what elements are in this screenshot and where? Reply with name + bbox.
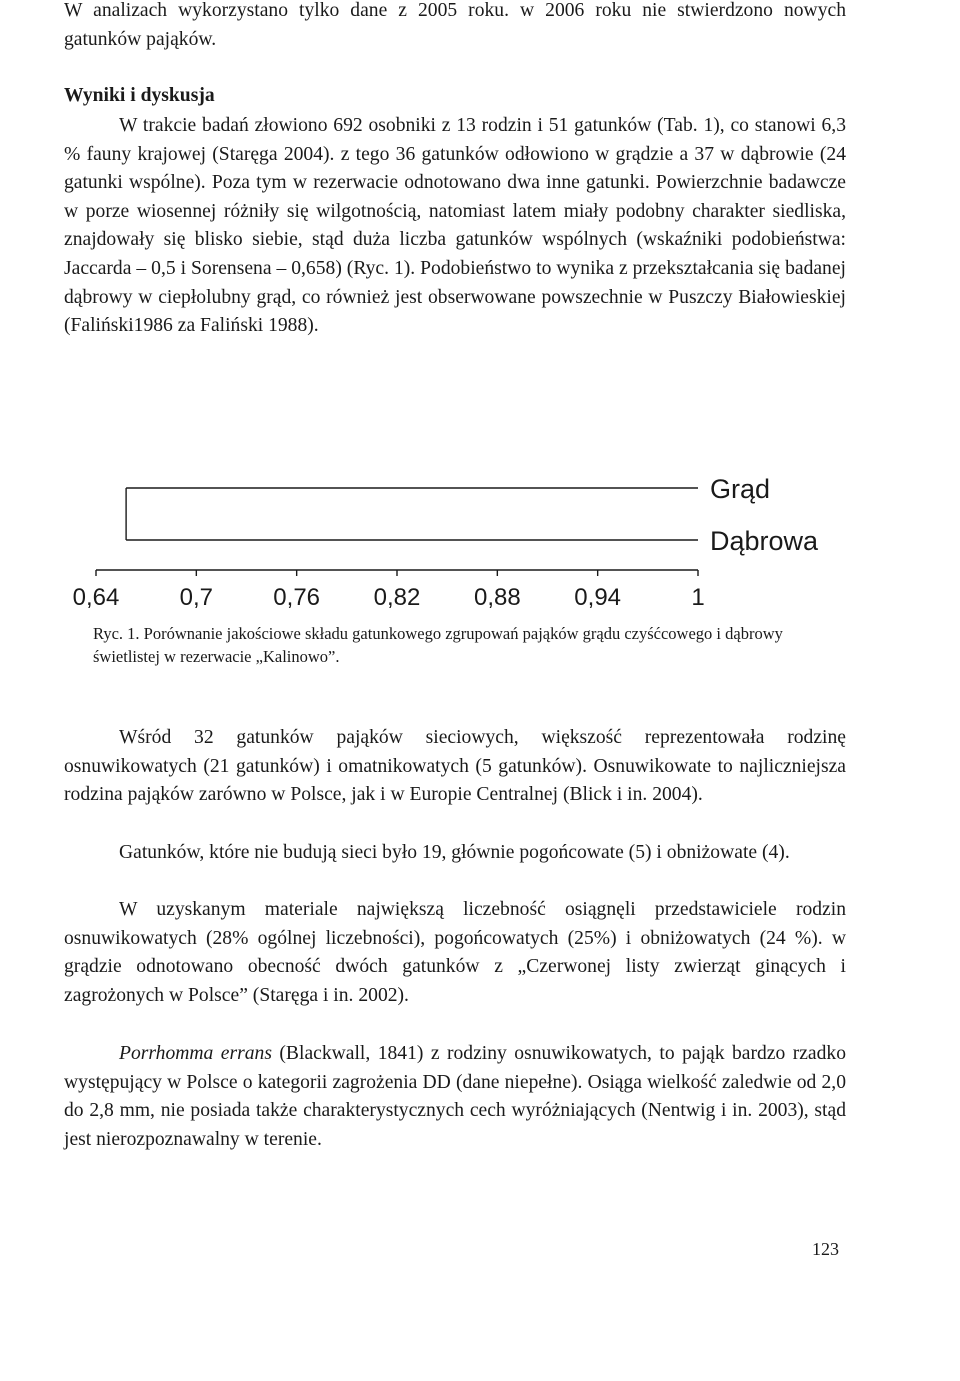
paragraph-intro: W analizach wykorzystano tylko dane z 2005 roku. w 2006 roku nie stwierdzono nowych gatunków pająków. (64, 0, 846, 50)
axis-tick-label-0: 0,64 (72, 584, 120, 611)
axis-tick-label-5: 0,94 (574, 584, 622, 611)
leaf-label-1: Dąbrowa (710, 526, 819, 556)
axis-tick-label-6: 1 (691, 584, 705, 611)
paragraph-abundance: W uzyskanym materiale największą liczebność osiągnęli przedstawiciele rodzin osnuwikowatych (28% ogólnej liczebności), pogońcowatych (25%) i obniżowatych (24 %). w grądzie odnotowano obecność dwóch gatunków z „Czerwonej listy zwierząt ginących i zagrożonych w Polsce” (Staręga i in. 2002). (64, 899, 846, 1006)
figure-caption: Ryc. 1. Porównanie jakościowe składu gatunkowego zgrupowań pająków grądu czyśćcowego i dąbrowy świetlistej w rezerwacie „Kalinowo”. (93, 624, 783, 666)
page-number: 123 (812, 1239, 839, 1259)
similarity-dendrogram (0, 460, 960, 620)
section-heading: Wyniki i dyskusja (64, 85, 215, 106)
axis-tick-label-3: 0,82 (373, 584, 421, 611)
axis-tick-label-1: 0,7 (179, 584, 214, 611)
leaf-label-0: Grąd (710, 474, 771, 504)
paragraph-hunting-spiders: Gatunków, które nie budują sieci było 19, głównie pogońcowate (5) i obniżowate (4). (119, 842, 790, 863)
axis-tick-label-4: 0,88 (473, 584, 521, 611)
paragraph-results: W trakcie badań złowiono 692 osobniki z 13 rodzin i 51 gatunków (Tab. 1), co stanowi 6,3 % fauny krajowej (Staręga 2004). z tego 36 gatunków odłowiono w grądzie a 37 w dąbrowie (24 gatunki wspólne). Poza tym w rezerwacie odnotowano dwa inne gatunki. Powierzchnie badawcze w porze wiosennej różniły się wilgotnością, natomiast latem miały podobny charakter siedliska, znajdowały się blisko siebie, stąd duża liczba gatunków wspólnych (wskaźniki podobieństwa: Jaccarda – 0,5 i Sorensena – 0,658) (Ryc. 1). Podobieństwo to wynika z przekształcania się badanej dąbrowy w ciepłolubny grąd, co również jest obserwowane powszechnie w Puszczy Białowieskiej (Faliński1986 za Faliński 1988). (64, 115, 846, 337)
paragraph-porrhomma (64, 1040, 846, 1154)
paragraph-porrhomma-text: (Blackwall, 1841) z rodziny osnuwikowatych, to pająk bardzo rzadko występujący w Polsce o kategorii zagrożenia DD (dane niepełne). Osiąga wielkość zaledwie od 2,0 do 2,8 mm, nie posiada także charakterystycznych cech wyróżniających (Nentwig i in. 2003), stąd jest nierozpoznawalny w terenie. (64, 1043, 846, 1150)
species-name: Porrhomma errans (119, 1043, 272, 1064)
axis-tick-label-2: 0,76 (273, 584, 321, 611)
paragraph-web-spiders: Wśród 32 gatunków pająków sieciowych, większość reprezentowała rodzinę osnuwikowatych (21 gatunków) i omatnikowatych (5 gatunków). Osnuwikowate to najliczniejsza rodzina pająków zarówno w Polsce, jak i w Europie Centralnej (Blick i in. 2004). (64, 727, 846, 806)
